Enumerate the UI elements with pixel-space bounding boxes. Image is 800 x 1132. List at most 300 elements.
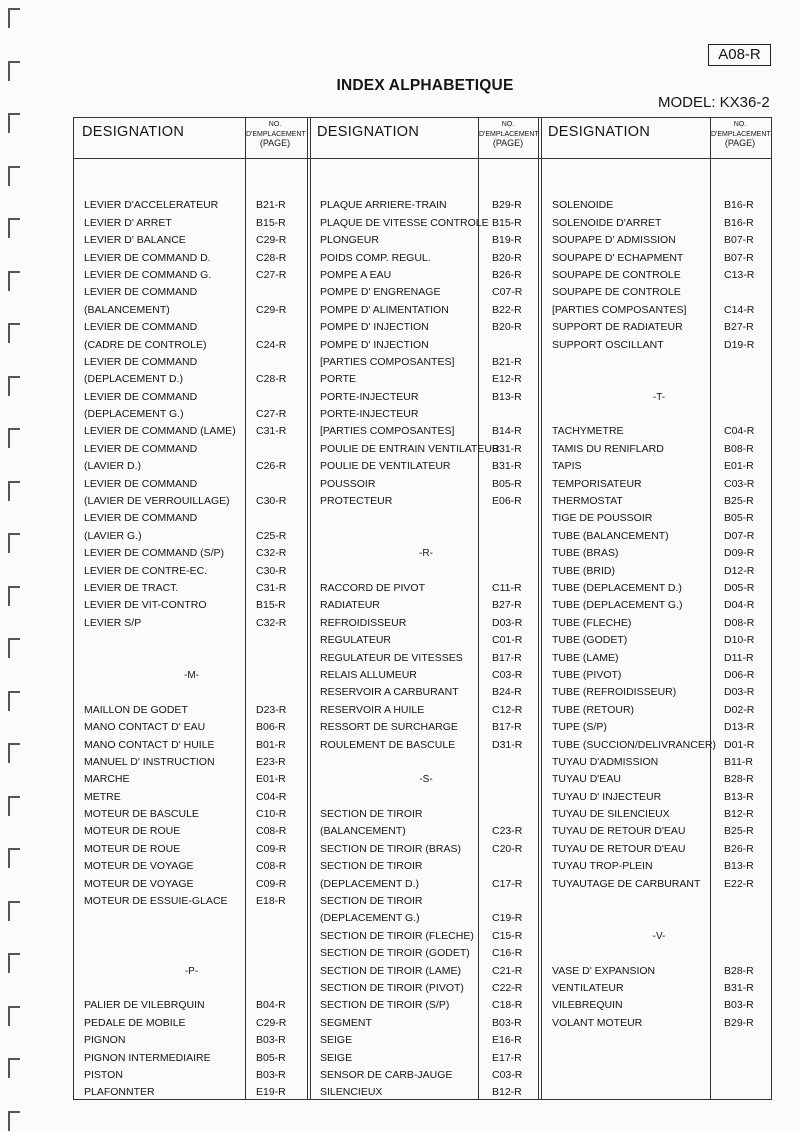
entry-designation: RADIATEUR — [320, 599, 380, 612]
index-entry — [84, 563, 299, 580]
entry-designation: LEVIER DE COMMAND — [84, 477, 198, 490]
entry-designation: (LAVIER D.) — [84, 460, 141, 473]
entry-page-code: C28-R — [256, 373, 287, 386]
index-entry — [84, 337, 299, 354]
index-entry — [84, 597, 299, 614]
entry-designation: METRE — [84, 790, 121, 803]
entry-page-code: B31-R — [492, 442, 522, 455]
entry-designation: TUBE (GODET) — [552, 634, 628, 647]
index-entry — [552, 250, 766, 267]
entry-page-code: B28-R — [724, 964, 754, 977]
entry-designation: VASE D' EXPANSION — [552, 964, 656, 977]
entry-designation: TUBE (RETOUR) — [552, 703, 635, 716]
entry-page-code: B03-R — [724, 999, 754, 1012]
index-entry — [84, 806, 299, 823]
entry-designation: LEVIER DE COMMAND — [84, 442, 198, 455]
entry-page-code: B13-R — [724, 790, 754, 803]
entry-designation: PALIER DE VILEBRQUIN — [84, 999, 205, 1012]
index-entry — [84, 841, 299, 858]
index-entry — [320, 667, 532, 684]
binder-ring — [8, 8, 20, 28]
entry-page-code: C13-R — [724, 268, 755, 281]
binder-ring — [8, 743, 20, 763]
index-entry — [84, 684, 299, 701]
entry-designation: PROTECTEUR — [320, 495, 393, 508]
entry-designation: SOLENOIDE D'ARRET — [552, 216, 662, 229]
entry-page-code: C09-R — [256, 842, 287, 855]
entry-page-code: C17-R — [492, 877, 523, 890]
entry-page-code: B24-R — [492, 686, 522, 699]
entry-designation: SUPPORT OSCILLANT — [552, 338, 664, 351]
index-entry — [84, 476, 299, 493]
index-entry — [84, 493, 299, 510]
index-entry — [552, 545, 766, 562]
entry-page-code: B12-R — [724, 808, 754, 821]
entry-designation: TUBE (REFROIDISSEUR) — [552, 686, 677, 699]
entry-page-code: B20-R — [492, 251, 522, 264]
index-column-1 — [84, 180, 299, 1102]
entry-designation: POMPE D' ALIMENTATION — [320, 303, 449, 316]
entry-page-code: B16-R — [724, 199, 754, 212]
entry-page-code: C03-R — [492, 1068, 523, 1081]
entry-designation: PIGNON — [84, 1034, 126, 1047]
index-entry — [84, 284, 299, 301]
entry-designation: [PARTIES COMPOSANTES] — [552, 303, 687, 316]
entry-page-code: B14-R — [492, 425, 522, 438]
entry-designation: -M- — [184, 669, 199, 681]
entry-page-code: D13-R — [724, 721, 755, 734]
section-letter — [552, 928, 766, 945]
entry-designation: LEVIER DE COMMAND — [84, 286, 198, 299]
index-entry — [84, 180, 299, 197]
index-entry — [320, 250, 532, 267]
entry-designation: (DEPLACEMENT G.) — [320, 912, 420, 925]
entry-page-code: B21-R — [492, 355, 522, 368]
entry-page-code: D04-R — [724, 599, 755, 612]
entry-designation: TUBE (LAME) — [552, 651, 619, 664]
index-entry — [320, 893, 532, 910]
entry-page-code: C03-R — [724, 477, 755, 490]
entry-designation: LEVIER DE TRACT. — [84, 581, 179, 594]
index-entry — [84, 1050, 299, 1067]
entry-designation: (LAVIER G.) — [84, 529, 142, 542]
entry-designation: VOLANT MOTEUR — [552, 1016, 643, 1029]
index-entry — [552, 615, 766, 632]
index-entry — [84, 1084, 299, 1101]
index-entry — [552, 702, 766, 719]
entry-designation: POIDS COMP. REGUL. — [320, 251, 431, 264]
index-entry — [320, 493, 532, 510]
entry-designation: LEVIER DE COMMAND (S/P) — [84, 547, 225, 560]
entry-page-code: B05-R — [724, 512, 754, 525]
entry-designation: TUYAU D' INJECTEUR — [552, 790, 662, 803]
index-entry — [552, 232, 766, 249]
index-entry — [552, 423, 766, 440]
index-entry — [84, 389, 299, 406]
index-entry — [320, 789, 532, 806]
entry-designation: POUSSOIR — [320, 477, 376, 490]
entry-page-code: C32-R — [256, 616, 287, 629]
index-table — [73, 117, 772, 1100]
entry-page-code: D31-R — [492, 738, 523, 751]
entry-page-code: E22-R — [724, 877, 754, 890]
entry-page-code: B28-R — [724, 773, 754, 786]
index-entry — [320, 632, 532, 649]
entry-page-code: B21-R — [256, 199, 286, 212]
entry-page-code: E01-R — [256, 773, 286, 786]
index-entry — [320, 910, 532, 927]
binder-ring — [8, 1058, 20, 1078]
entry-designation: MANO CONTACT D' HUILE — [84, 738, 215, 751]
index-entry — [552, 841, 766, 858]
model-label: MODEL: KX36-2 — [658, 94, 770, 111]
entry-page-code: B07-R — [724, 234, 754, 247]
index-entry — [320, 580, 532, 597]
index-entry — [552, 684, 766, 701]
binder-ring — [8, 271, 20, 291]
index-entry — [552, 215, 766, 232]
entry-page-code: E19-R — [256, 1086, 286, 1099]
entry-page-code: D08-R — [724, 616, 755, 629]
entry-designation: TEMPORISATEUR — [552, 477, 642, 490]
index-entry — [84, 719, 299, 736]
entry-designation: TUBE (SUCCION/DELIVRANCER) — [552, 738, 716, 751]
index-entry — [320, 406, 532, 423]
index-entry — [320, 302, 532, 319]
index-entry — [552, 580, 766, 597]
entry-designation: MOTEUR DE ROUE — [84, 842, 181, 855]
index-entry — [552, 302, 766, 319]
entry-designation: SECTION DE TIROIR (BRAS) — [320, 842, 461, 855]
index-entry — [552, 458, 766, 475]
index-entry — [84, 441, 299, 458]
entry-page-code: B19-R — [492, 234, 522, 247]
index-entry — [552, 371, 766, 388]
entry-designation: TAMIS DU RENIFLARD — [552, 442, 664, 455]
index-entry — [320, 945, 532, 962]
entry-designation: RESERVOIR A CARBURANT — [320, 686, 459, 699]
section-letter — [320, 545, 532, 562]
entry-designation: MOTEUR DE ESSUIE-GLACE — [84, 895, 228, 908]
entry-page-code: B12-R — [492, 1086, 522, 1099]
index-entry — [84, 371, 299, 388]
index-entry — [84, 893, 299, 910]
entry-designation: VILEBREQUIN — [552, 999, 623, 1012]
entry-designation: SOUPAPE DE CONTROLE — [552, 286, 681, 299]
section-letter — [84, 963, 299, 980]
index-entry — [320, 563, 532, 580]
entry-designation: TUYAU TROP-PLEIN — [552, 860, 653, 873]
entry-page-code: B26-R — [724, 842, 754, 855]
index-entry — [84, 876, 299, 893]
section-letter — [320, 771, 532, 788]
entry-designation: LEVIER D' BALANCE — [84, 234, 186, 247]
index-entry — [552, 632, 766, 649]
binder-ring — [8, 691, 20, 711]
entry-page-code: C01-R — [492, 634, 523, 647]
entry-designation: TUYAU D'EAU — [552, 773, 621, 786]
entry-designation: SECTION DE TIROIR — [320, 808, 423, 821]
entry-designation: MOTEUR DE BASCULE — [84, 808, 199, 821]
entry-page-code: C11-R — [492, 581, 522, 594]
entry-designation: SILENCIEUX — [320, 1086, 383, 1099]
binder-ring — [8, 848, 20, 868]
entry-page-code: C23-R — [492, 825, 523, 838]
entry-designation: TUBE (PIVOT) — [552, 668, 622, 681]
index-entry — [320, 1015, 532, 1032]
index-entry — [320, 1032, 532, 1049]
index-entry — [84, 250, 299, 267]
index-entry — [320, 719, 532, 736]
index-entry — [84, 1015, 299, 1032]
entry-designation: -R- — [419, 548, 433, 560]
entry-page-code: D03-R — [492, 616, 523, 629]
page-title: INDEX ALPHABETIQUE — [336, 77, 514, 94]
section-letter — [552, 389, 766, 406]
entry-designation: LEVIER D'ACCELERATEUR — [84, 199, 219, 212]
entry-designation: POMPE D' ENGRENAGE — [320, 286, 441, 299]
binder-ring — [8, 533, 20, 553]
entry-designation: SECTION DE TIROIR (GODET) — [320, 947, 470, 960]
entry-page-code: D10-R — [724, 634, 755, 647]
index-entry — [84, 771, 299, 788]
index-entry — [320, 423, 532, 440]
entry-page-code: B27-R — [724, 321, 754, 334]
entry-page-code: B29-R — [492, 199, 522, 212]
index-entry — [320, 754, 532, 771]
entry-designation: SOLENOIDE — [552, 199, 614, 212]
entry-page-code: C29-R — [256, 1016, 287, 1029]
entry-designation: THERMOSTAT — [552, 495, 623, 508]
index-entry — [84, 354, 299, 371]
entry-designation: SEIGE — [320, 1034, 353, 1047]
entry-designation: -P- — [184, 965, 199, 977]
entry-designation: TUBE (BALANCEMENT) — [552, 529, 669, 542]
index-entry — [552, 528, 766, 545]
entry-page-code: B05-R — [492, 477, 522, 490]
entry-designation: TUYAU DE RETOUR D'EAU — [552, 825, 686, 838]
index-entry — [552, 910, 766, 927]
index-entry — [84, 615, 299, 632]
entry-designation: (LAVIER DE VERROUILLAGE) — [84, 495, 230, 508]
entry-designation: (DEPLACEMENT D.) — [320, 877, 419, 890]
binder-ring — [8, 113, 20, 133]
index-entry — [84, 702, 299, 719]
entry-page-code: C24-R — [256, 338, 287, 351]
index-entry — [84, 580, 299, 597]
index-entry — [552, 719, 766, 736]
entry-designation: TUBE (BRID) — [552, 564, 615, 577]
entry-page-code: B05-R — [256, 1051, 286, 1064]
entry-page-code: C07-R — [492, 286, 523, 299]
entry-designation: TUBE (DEPLACEMENT D.) — [552, 581, 682, 594]
entry-designation: LEVIER DE COMMAND G. — [84, 268, 212, 281]
entry-designation: LEVIER S/P — [84, 616, 142, 629]
index-entry — [552, 997, 766, 1014]
index-entry — [320, 928, 532, 945]
entry-designation: [PARTIES COMPOSANTES] — [320, 355, 455, 368]
index-entry — [84, 458, 299, 475]
index-entry — [320, 232, 532, 249]
index-entry — [84, 858, 299, 875]
index-entry — [320, 597, 532, 614]
binder-ring — [8, 1006, 20, 1026]
entry-page-code: B31-R — [724, 981, 754, 994]
entry-designation: TACHYMETRE — [552, 425, 624, 438]
entry-designation: RACCORD DE PIVOT — [320, 581, 426, 594]
index-entry — [552, 667, 766, 684]
entry-designation: SOUPAPE DE CONTROLE — [552, 268, 681, 281]
entry-page-code: D03-R — [724, 686, 755, 699]
entry-designation: SOUPAPE D' ECHAPMENT — [552, 251, 684, 264]
entry-designation: MOTEUR DE VOYAGE — [84, 877, 194, 890]
index-entry — [84, 423, 299, 440]
index-entry — [552, 597, 766, 614]
entry-page-code: C16-R — [492, 947, 523, 960]
index-entry — [84, 545, 299, 562]
entry-designation: TUBE (BRAS) — [552, 547, 619, 560]
index-entry — [84, 267, 299, 284]
index-entry — [320, 215, 532, 232]
entry-designation: [PARTIES COMPOSANTES] — [320, 425, 455, 438]
entry-page-code: D09-R — [724, 547, 755, 560]
entry-page-code: E01-R — [724, 460, 754, 473]
index-entry — [320, 267, 532, 284]
index-entry — [552, 476, 766, 493]
entry-page-code: C10-R — [256, 808, 287, 821]
index-entry — [552, 806, 766, 823]
index-entry — [84, 197, 299, 214]
entry-page-code: E06-R — [492, 495, 522, 508]
entry-page-code: E17-R — [492, 1051, 522, 1064]
entry-page-code: C08-R — [256, 825, 287, 838]
binder-ring — [8, 1111, 20, 1131]
entry-page-code: D11-R — [724, 651, 754, 664]
index-entry — [552, 737, 766, 754]
index-entry — [552, 510, 766, 527]
entry-designation: SUPPORT DE RADIATEUR — [552, 321, 683, 334]
entry-designation: POMPE D' INJECTION — [320, 338, 429, 351]
entry-page-code: B17-R — [492, 721, 522, 734]
entry-designation: -S- — [419, 774, 433, 786]
index-entry — [320, 684, 532, 701]
entry-page-code: B13-R — [492, 390, 522, 403]
entry-designation: SECTION DE TIROIR (FLECHE) — [320, 929, 474, 942]
entry-page-code: E16-R — [492, 1034, 522, 1047]
index-column-2 — [320, 180, 532, 1102]
section-letter — [84, 667, 299, 684]
entry-designation: SEIGE — [320, 1051, 353, 1064]
index-entry — [320, 510, 532, 527]
index-entry — [320, 980, 532, 997]
entry-page-code: B03-R — [256, 1068, 286, 1081]
entry-page-code: B15-R — [256, 599, 286, 612]
index-entry — [320, 1084, 532, 1101]
entry-page-code: B04-R — [256, 999, 286, 1012]
entry-designation: PLAQUE DE VITESSE CONTROLE — [320, 216, 489, 229]
entry-designation: PEDALE DE MOBILE — [84, 1016, 186, 1029]
index-entry — [552, 789, 766, 806]
binder-ring — [8, 323, 20, 343]
page-code: A08-R — [708, 44, 771, 66]
entry-designation: SEGMENT — [320, 1016, 372, 1029]
entry-page-code: B27-R — [492, 599, 522, 612]
entry-designation: LEVIER DE COMMAND D. — [84, 251, 211, 264]
entry-designation: LEVIER DE COMMAND — [84, 390, 198, 403]
entry-designation: POMPE A EAU — [320, 268, 392, 281]
entry-page-code: D05-R — [724, 581, 755, 594]
entry-designation: LEVIER DE CONTRE-EC. — [84, 564, 208, 577]
entry-designation: SECTION DE TIROIR (LAME) — [320, 964, 461, 977]
index-entry — [320, 1050, 532, 1067]
entry-page-code: C14-R — [724, 303, 755, 316]
index-entry — [552, 963, 766, 980]
entry-designation: MANUEL D' INSTRUCTION — [84, 755, 215, 768]
binder-ring — [8, 586, 20, 606]
entry-page-code: B11-R — [724, 755, 753, 768]
index-entry — [320, 858, 532, 875]
entry-page-code: E12-R — [492, 373, 522, 386]
index-entry — [84, 632, 299, 649]
index-entry — [320, 180, 532, 197]
entry-page-code: C27-R — [256, 408, 287, 421]
entry-page-code: B15-R — [492, 216, 522, 229]
entry-designation: SOUPAPE D' ADMISSION — [552, 234, 676, 247]
entry-page-code: C26-R — [256, 460, 287, 473]
entry-designation: PLAQUE ARRIERE-TRAIN — [320, 199, 447, 212]
header-designation-2: DESIGNATION — [317, 124, 420, 140]
entry-page-code: D23-R — [256, 703, 287, 716]
binder-ring — [8, 638, 20, 658]
entry-designation: POULIE DE VENTILATEUR — [320, 460, 451, 473]
entry-page-code: C29-R — [256, 303, 287, 316]
index-entry — [320, 319, 532, 336]
index-entry — [552, 493, 766, 510]
entry-designation: LEVIER DE COMMAND — [84, 512, 198, 525]
entry-designation: REFROIDISSEUR — [320, 616, 407, 629]
entry-designation: LEVIER DE VIT-CONTRO — [84, 599, 207, 612]
entry-page-code: C03-R — [492, 668, 523, 681]
entry-designation: MANO CONTACT D' EAU — [84, 721, 206, 734]
entry-page-code: D07-R — [724, 529, 755, 542]
header-designation-3: DESIGNATION — [548, 124, 651, 140]
index-entry — [320, 389, 532, 406]
index-entry — [552, 893, 766, 910]
entry-page-code: C27-R — [256, 268, 287, 281]
index-entry — [320, 441, 532, 458]
binder-rings — [2, 0, 24, 1132]
entry-designation: TUYAUTAGE DE CARBURANT — [552, 877, 701, 890]
header-designation-1: DESIGNATION — [82, 124, 185, 140]
entry-page-code: C08-R — [256, 860, 287, 873]
index-entry — [552, 337, 766, 354]
index-entry — [552, 441, 766, 458]
index-entry — [84, 789, 299, 806]
entry-designation: PLAFONNTER — [84, 1086, 155, 1099]
entry-designation: LEVIER D' ARRET — [84, 216, 172, 229]
header-no-1: NO. D'EMPLACEMENT (PAGE) — [246, 121, 306, 148]
entry-designation: RESERVOIR A HUILE — [320, 703, 425, 716]
entry-designation: SENSOR DE CARB-JAUGE — [320, 1068, 453, 1081]
index-entry — [320, 1067, 532, 1084]
entry-page-code: C28-R — [256, 251, 287, 264]
index-entry — [84, 302, 299, 319]
entry-page-code: B07-R — [724, 251, 754, 264]
entry-page-code: C19-R — [492, 912, 523, 925]
index-entry — [320, 354, 532, 371]
entry-page-code: B13-R — [724, 860, 754, 873]
index-entry — [84, 406, 299, 423]
